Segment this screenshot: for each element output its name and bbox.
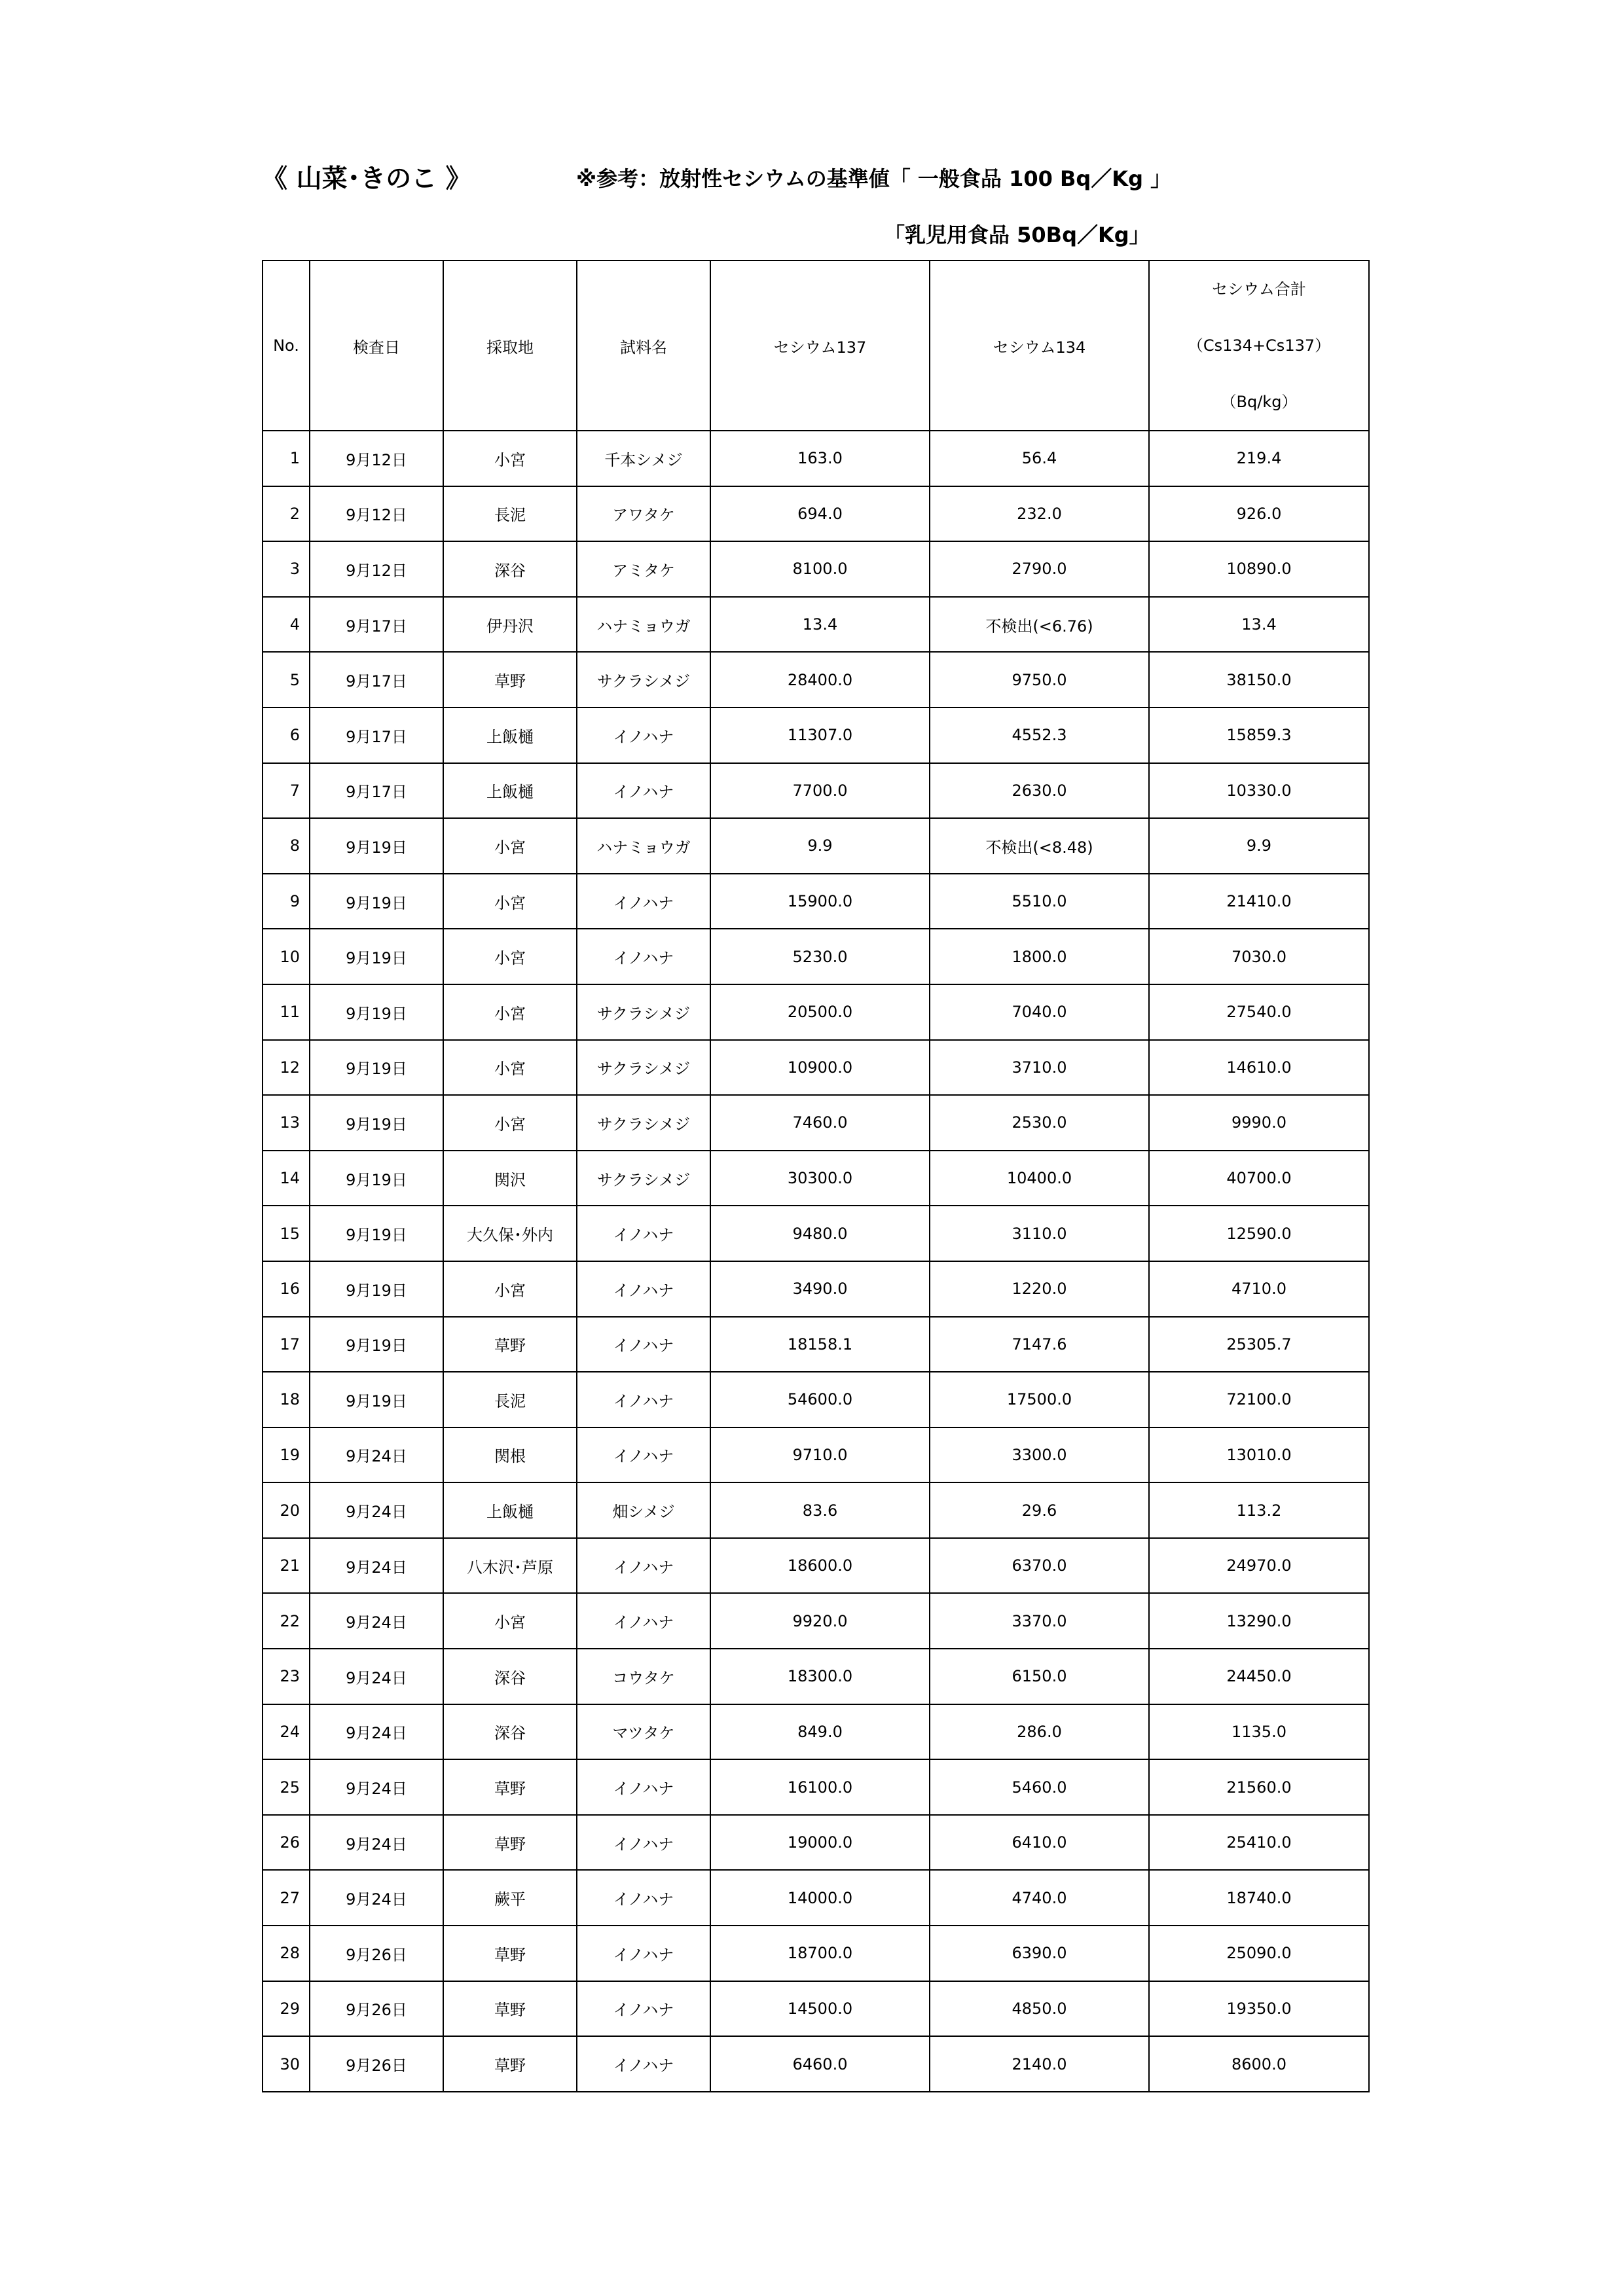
cell-cs134: 6370.0 [930,1538,1149,1594]
cell-date: 9月19日 [310,1317,443,1372]
cell-location: 草野 [443,1981,577,2037]
cell-no: 27 [263,1870,310,1926]
cell-total: 4710.0 [1149,1261,1369,1317]
cell-date: 9月17日 [310,652,443,708]
cell-cs137: 11307.0 [710,708,930,763]
cell-cs137: 8100.0 [710,541,930,597]
col-header-total-line1: セシウム合計 [1212,280,1306,298]
cell-cs134: 7040.0 [930,984,1149,1040]
cell-cs134: 7147.6 [930,1317,1149,1372]
cell-date: 9月26日 [310,2036,443,2092]
cell-cs137: 694.0 [710,486,930,542]
cell-sample: イノハナ [577,1926,710,1981]
cell-location: 深谷 [443,1649,577,1704]
cell-no: 7 [263,763,310,819]
col-header-cs137: セシウム137 [710,260,930,431]
table-row [263,1427,1369,1483]
cell-cs134: 232.0 [930,486,1149,542]
cell-date: 9月19日 [310,1206,443,1261]
table-row [263,874,1369,929]
cell-cs137: 14000.0 [710,1870,930,1926]
cell-total: 72100.0 [1149,1372,1369,1427]
cell-location: 関沢 [443,1151,577,1206]
cell-date: 9月19日 [310,1095,443,1151]
cell-total: 15859.3 [1149,708,1369,763]
cell-date: 9月24日 [310,1649,443,1704]
cell-no: 13 [263,1095,310,1151]
cell-location: 深谷 [443,1704,577,1760]
cell-sample: 千本シメジ [577,431,710,486]
cell-cs137: 9920.0 [710,1593,930,1649]
cell-location: 八木沢･芦原 [443,1538,577,1594]
cell-cs137: 16100.0 [710,1759,930,1815]
cell-cs134: 6390.0 [930,1926,1149,1981]
cell-cs137: 18300.0 [710,1649,930,1704]
cell-no: 18 [263,1372,310,1427]
cell-date: 9月12日 [310,486,443,542]
cell-cs137: 7700.0 [710,763,930,819]
cell-location: 伊丹沢 [443,597,577,653]
cell-cs134: 2140.0 [930,2036,1149,2092]
cell-no: 22 [263,1593,310,1649]
table-row [263,1870,1369,1926]
cell-location: 深谷 [443,541,577,597]
table-row [263,1815,1369,1871]
cell-total: 8600.0 [1149,2036,1369,2092]
cell-cs134: 17500.0 [930,1372,1149,1427]
cell-location: 小宮 [443,984,577,1040]
cell-date: 9月17日 [310,597,443,653]
cell-cs134: 2530.0 [930,1095,1149,1151]
cell-no: 9 [263,874,310,929]
cell-cs137: 19000.0 [710,1815,930,1871]
cell-date: 9月26日 [310,1926,443,1981]
col-header-cs134: セシウム134 [930,260,1149,431]
cell-no: 24 [263,1704,310,1760]
cell-cs137: 20500.0 [710,984,930,1040]
cell-cs134: 29.6 [930,1482,1149,1538]
cell-sample: イノハナ [577,1981,710,2037]
cell-sample: イノハナ [577,1593,710,1649]
cell-location: 上飯樋 [443,1482,577,1538]
cell-date: 9月24日 [310,1538,443,1594]
cell-cs137: 18600.0 [710,1538,930,1594]
cell-total: 40700.0 [1149,1151,1369,1206]
cell-cs137: 10900.0 [710,1040,930,1096]
cell-sample: イノハナ [577,1870,710,1926]
page-title: 《 山菜･きのこ 》 [262,164,471,194]
cell-sample: イノハナ [577,1372,710,1427]
cell-total: 21560.0 [1149,1759,1369,1815]
cell-no: 28 [263,1926,310,1981]
table-row [263,1538,1369,1594]
cell-date: 9月24日 [310,1815,443,1871]
cell-cs134: 4552.3 [930,708,1149,763]
cell-location: 草野 [443,1759,577,1815]
cell-no: 19 [263,1427,310,1483]
cell-location: 小宮 [443,929,577,984]
cell-cs134: 6150.0 [930,1649,1149,1704]
table-row [263,1482,1369,1538]
cell-total: 13010.0 [1149,1427,1369,1483]
cell-sample: アワタケ [577,486,710,542]
cell-cs137: 7460.0 [710,1095,930,1151]
cell-location: 草野 [443,652,577,708]
cell-cs137: 9710.0 [710,1427,930,1483]
cell-sample: マツタケ [577,1704,710,1760]
cell-total: 1135.0 [1149,1704,1369,1760]
col-header-total-line2: （Cs134+Cs137） [1187,336,1331,355]
cell-no: 5 [263,652,310,708]
cell-date: 9月19日 [310,1261,443,1317]
cell-location: 上飯樋 [443,763,577,819]
cell-total: 25305.7 [1149,1317,1369,1372]
cell-cs134: 3710.0 [930,1040,1149,1096]
cell-no: 29 [263,1981,310,2037]
table-row [263,486,1369,542]
cell-total: 24970.0 [1149,1538,1369,1594]
cell-no: 4 [263,597,310,653]
cell-sample: イノハナ [577,874,710,929]
cell-total: 10890.0 [1149,541,1369,597]
table-row [263,708,1369,763]
cell-cs137: 83.6 [710,1482,930,1538]
cell-cs137: 28400.0 [710,652,930,708]
cell-date: 9月19日 [310,1040,443,1096]
cell-cs134: 2630.0 [930,763,1149,819]
cell-location: 大久保･外内 [443,1206,577,1261]
table-row [263,597,1369,653]
cell-date: 9月24日 [310,1427,443,1483]
cell-cs134: 不検出(<8.48) [930,818,1149,874]
cell-cs134: 1800.0 [930,929,1149,984]
cell-location: 草野 [443,1926,577,1981]
cell-no: 12 [263,1040,310,1096]
cell-location: 小宮 [443,818,577,874]
cell-cs134: 56.4 [930,431,1149,486]
cell-date: 9月24日 [310,1593,443,1649]
table-row [263,1151,1369,1206]
table-row [263,541,1369,597]
cell-no: 17 [263,1317,310,1372]
col-header-total-line3: （Bq/kg） [1220,393,1298,411]
cell-total: 38150.0 [1149,652,1369,708]
table-body [263,431,1369,2092]
cell-location: 小宮 [443,1040,577,1096]
cell-location: 小宮 [443,431,577,486]
table-row [263,2036,1369,2092]
cell-no: 1 [263,431,310,486]
cell-no: 15 [263,1206,310,1261]
cell-no: 10 [263,929,310,984]
cell-location: 小宮 [443,874,577,929]
cell-location: 蕨平 [443,1870,577,1926]
col-header-no: No. [263,260,310,431]
cell-sample: イノハナ [577,2036,710,2092]
table-row [263,1926,1369,1981]
cell-cs137: 14500.0 [710,1981,930,2037]
cell-cs137: 163.0 [710,431,930,486]
cell-location: 草野 [443,1317,577,1372]
cell-total: 113.2 [1149,1482,1369,1538]
cell-sample: サクラシメジ [577,984,710,1040]
table-row [263,431,1369,486]
cell-location: 関根 [443,1427,577,1483]
cell-sample: イノハナ [577,1759,710,1815]
cell-sample: 畑シメジ [577,1482,710,1538]
cell-sample: サクラシメジ [577,1151,710,1206]
cell-cs134: 4740.0 [930,1870,1149,1926]
cell-cs134: 10400.0 [930,1151,1149,1206]
cell-cs134: 5510.0 [930,874,1149,929]
cell-total: 12590.0 [1149,1206,1369,1261]
cell-cs137: 30300.0 [710,1151,930,1206]
table-row [263,1095,1369,1151]
cell-sample: イノハナ [577,1538,710,1594]
cell-cs134: 3110.0 [930,1206,1149,1261]
table-row [263,763,1369,819]
cell-date: 9月19日 [310,1151,443,1206]
table-header-row [263,260,1369,431]
cell-sample: イノハナ [577,1206,710,1261]
cell-location: 小宮 [443,1593,577,1649]
reference-note-infant-food: 「乳児用食品 50Bq／Kg」 [884,223,1150,247]
cell-sample: コウタケ [577,1649,710,1704]
cell-date: 9月26日 [310,1981,443,2037]
cell-cs137: 5230.0 [710,929,930,984]
cell-total: 219.4 [1149,431,1369,486]
cell-location: 上飯樋 [443,708,577,763]
table-row [263,1593,1369,1649]
cell-no: 6 [263,708,310,763]
table-row [263,1040,1369,1096]
cell-cs137: 6460.0 [710,2036,930,2092]
cell-total: 19350.0 [1149,1981,1369,2037]
col-header-sample: 試料名 [577,260,710,431]
cell-cs134: 9750.0 [930,652,1149,708]
table-row [263,929,1369,984]
cell-sample: イノハナ [577,929,710,984]
cell-total: 27540.0 [1149,984,1369,1040]
cell-no: 26 [263,1815,310,1871]
cell-no: 2 [263,486,310,542]
table-row [263,1649,1369,1704]
cell-date: 9月19日 [310,1372,443,1427]
cell-date: 9月17日 [310,708,443,763]
cell-sample: サクラシメジ [577,1040,710,1096]
cell-sample: イノハナ [577,1427,710,1483]
cell-total: 7030.0 [1149,929,1369,984]
cell-cs134: 286.0 [930,1704,1149,1760]
table-row [263,1206,1369,1261]
cell-location: 長泥 [443,486,577,542]
cell-date: 9月17日 [310,763,443,819]
cell-location: 草野 [443,1815,577,1871]
cell-cs134: 不検出(<6.76) [930,597,1149,653]
cell-cs137: 15900.0 [710,874,930,929]
cell-total: 13.4 [1149,597,1369,653]
cell-sample: ハナミョウガ [577,597,710,653]
col-header-location: 採取地 [443,260,577,431]
cell-cs137: 18158.1 [710,1317,930,1372]
table-row [263,652,1369,708]
cell-location: 草野 [443,2036,577,2092]
cell-sample: イノハナ [577,708,710,763]
cell-sample: アミタケ [577,541,710,597]
cell-date: 9月19日 [310,874,443,929]
col-header-total [1149,260,1369,431]
table-row [263,818,1369,874]
cell-cs137: 13.4 [710,597,930,653]
table-row [263,1372,1369,1427]
cell-total: 13290.0 [1149,1593,1369,1649]
cell-date: 9月12日 [310,431,443,486]
cell-date: 9月19日 [310,818,443,874]
cell-date: 9月24日 [310,1704,443,1760]
cell-date: 9月24日 [310,1482,443,1538]
cell-total: 926.0 [1149,486,1369,542]
cell-total: 9.9 [1149,818,1369,874]
cell-cs134: 3300.0 [930,1427,1149,1483]
col-header-date: 検査日 [310,260,443,431]
cell-cs137: 9.9 [710,818,930,874]
cell-total: 18740.0 [1149,1870,1369,1926]
cell-sample: サクラシメジ [577,652,710,708]
table-row [263,984,1369,1040]
cell-cs134: 6410.0 [930,1815,1149,1871]
cell-sample: イノハナ [577,1261,710,1317]
cell-no: 30 [263,2036,310,2092]
cell-total: 9990.0 [1149,1095,1369,1151]
cell-location: 小宮 [443,1095,577,1151]
cell-sample: ハナミョウガ [577,818,710,874]
cell-total: 14610.0 [1149,1040,1369,1096]
cell-date: 9月24日 [310,1870,443,1926]
cell-total: 24450.0 [1149,1649,1369,1704]
cell-date: 9月12日 [310,541,443,597]
cell-total: 25090.0 [1149,1926,1369,1981]
reference-note-general-food: ※参考：放射性セシウムの基準値「 一般食品 100 Bq／Kg 」 [576,166,1172,191]
cell-location: 長泥 [443,1372,577,1427]
table-row [263,1704,1369,1760]
cell-date: 9月19日 [310,984,443,1040]
cell-total: 25410.0 [1149,1815,1369,1871]
cell-no: 11 [263,984,310,1040]
cell-sample: イノハナ [577,1317,710,1372]
cell-sample: イノハナ [577,763,710,819]
cell-cs137: 3490.0 [710,1261,930,1317]
cell-total: 10330.0 [1149,763,1369,819]
cell-cs134: 2790.0 [930,541,1149,597]
cell-total: 21410.0 [1149,874,1369,929]
cell-cs137: 9480.0 [710,1206,930,1261]
cell-location: 小宮 [443,1261,577,1317]
cell-sample: サクラシメジ [577,1095,710,1151]
cell-no: 14 [263,1151,310,1206]
table-row [263,1261,1369,1317]
cell-cs134: 4850.0 [930,1981,1149,2037]
cell-date: 9月19日 [310,929,443,984]
cell-sample: イノハナ [577,1815,710,1871]
cell-cs137: 54600.0 [710,1372,930,1427]
cell-no: 8 [263,818,310,874]
table-row [263,1317,1369,1372]
table-row [263,1981,1369,2037]
cell-cs137: 18700.0 [710,1926,930,1981]
cesium-results-table [262,260,1370,2092]
cell-cs134: 3370.0 [930,1593,1149,1649]
cell-cs134: 5460.0 [930,1759,1149,1815]
cell-no: 21 [263,1538,310,1594]
cell-cs134: 1220.0 [930,1261,1149,1317]
table-row [263,1759,1369,1815]
cell-no: 20 [263,1482,310,1538]
cell-date: 9月24日 [310,1759,443,1815]
cell-no: 23 [263,1649,310,1704]
cell-cs137: 849.0 [710,1704,930,1760]
cell-no: 16 [263,1261,310,1317]
cell-no: 25 [263,1759,310,1815]
cell-no: 3 [263,541,310,597]
